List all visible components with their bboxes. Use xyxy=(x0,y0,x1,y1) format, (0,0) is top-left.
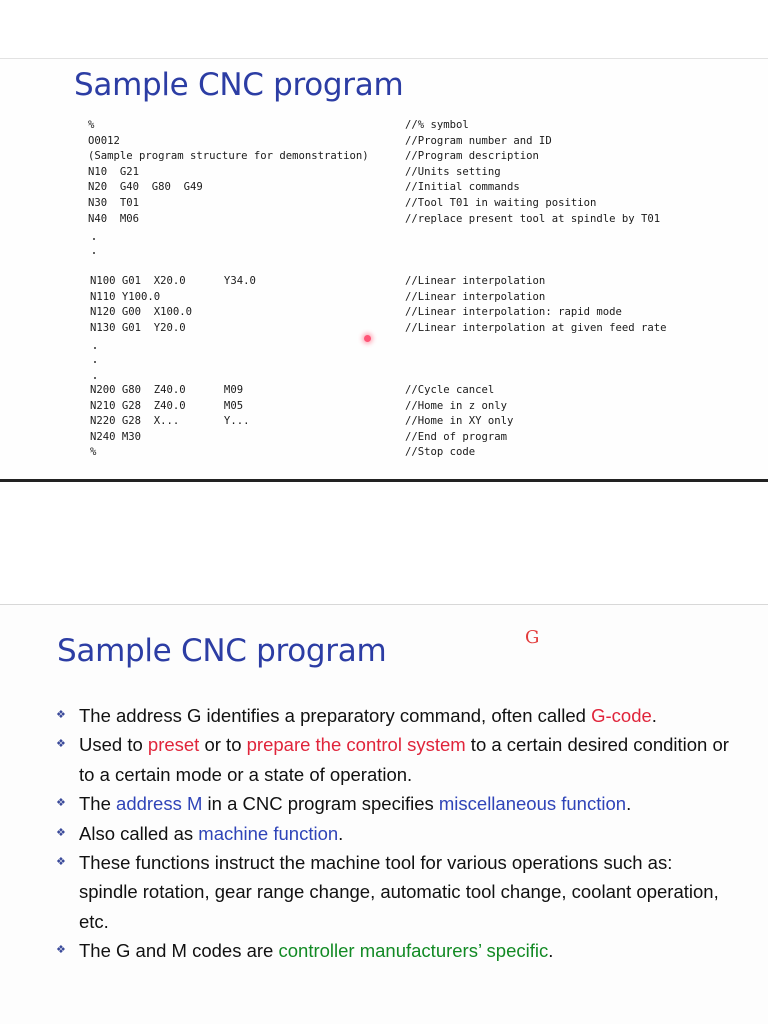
slide-1-title: Sample CNC program xyxy=(74,67,404,103)
bullet-text: Also called as xyxy=(79,822,199,844)
highlighted-term: controller manufacturers’ specific xyxy=(278,940,549,962)
code-comment: //Home in z only xyxy=(405,399,508,412)
highlighted-term: prepare the control system xyxy=(246,734,466,756)
code-line: N110 Y100.0 xyxy=(90,290,161,303)
bullet-item xyxy=(56,936,736,965)
code-line: % xyxy=(90,446,97,459)
laser-pointer-dot xyxy=(364,335,371,342)
bullet-diamond-icon: ❖ xyxy=(56,797,66,810)
bullet-text: . xyxy=(651,705,657,726)
code-comment: //Cycle cancel xyxy=(405,384,495,396)
ellipsis-dot xyxy=(93,252,95,254)
code-comment: //End of program xyxy=(405,430,508,443)
highlighted-term: address M xyxy=(116,793,203,815)
bullet-text: These functions instruct the machine tool for various operations such as: spindle rotation, gear range change, automatic tool change, coolant operation, etc. xyxy=(79,852,719,932)
code-comment: //% symbol xyxy=(405,119,469,131)
code-comment: //Tool T01 in waiting position xyxy=(405,197,597,209)
ellipsis-dot xyxy=(94,377,96,379)
bullet-text: Used to xyxy=(79,734,148,756)
bullet-diamond-icon: ❖ xyxy=(56,944,66,957)
code-line: N210 G28 Z40.0 M05 xyxy=(90,399,244,412)
bullet-text: The address G identifies a preparatory command, often called xyxy=(79,705,592,726)
code-comment: //Units setting xyxy=(405,165,501,178)
bullet-text: The xyxy=(79,793,117,815)
code-comment: //Program description xyxy=(405,150,539,163)
code-line: N120 G00 X100.0 xyxy=(90,306,193,319)
code-line: N200 G80 Z40.0 M09 xyxy=(90,384,244,396)
code-comment: //Initial commands xyxy=(405,181,520,194)
handwritten-annotation: G xyxy=(525,627,540,648)
bullet-text: to a certain desired condition or to a certain mode or a state of operation. xyxy=(79,734,729,785)
code-line: N10 G21 xyxy=(88,165,140,178)
highlighted-term: machine function xyxy=(198,822,339,844)
bullet-item xyxy=(56,701,736,730)
code-comment: //replace present tool at spindle by T01 xyxy=(405,212,661,225)
code-line: N100 G01 X20.0 Y34.0 xyxy=(90,275,256,287)
code-line: N40 M06 xyxy=(88,212,140,225)
code-comment: //Linear interpolation xyxy=(405,275,546,287)
bullet-diamond-icon: ❖ xyxy=(56,738,66,751)
code-line: N30 T01 xyxy=(88,197,140,209)
code-line: O0012 xyxy=(88,134,120,147)
highlighted-term: miscellaneous function xyxy=(438,793,627,815)
bullet-text: or to xyxy=(199,734,247,756)
slide-2 xyxy=(0,604,768,1024)
bullet-item xyxy=(56,789,736,818)
bullet-text: . xyxy=(338,822,344,844)
code-line: (Sample program structure for demonstration) xyxy=(88,150,369,163)
ellipsis-dot xyxy=(94,361,96,363)
ellipsis-dot xyxy=(94,347,96,349)
bullet-diamond-icon: ❖ xyxy=(56,856,66,869)
highlighted-term: preset xyxy=(147,734,200,756)
bullet-item xyxy=(56,848,736,936)
slide-1 xyxy=(0,58,768,482)
code-comment: //Program number and ID xyxy=(405,134,552,147)
bullet-diamond-icon: ❖ xyxy=(56,826,66,839)
bullet-text: . xyxy=(626,793,632,815)
code-line: N130 G01 Y20.0 xyxy=(90,321,186,334)
highlighted-term: G-code xyxy=(591,705,652,726)
bullet-text: in a CNC program specifies xyxy=(202,793,439,815)
code-comment: //Linear interpolation at given feed rate xyxy=(405,321,667,334)
bullet-item xyxy=(56,819,736,848)
bullet-text: The G and M codes are xyxy=(79,940,279,962)
slide-2-title: Sample CNC program xyxy=(57,633,387,669)
code-comment: //Home in XY only xyxy=(405,415,514,428)
code-line: % xyxy=(88,119,95,131)
bullet-diamond-icon: ❖ xyxy=(56,709,66,721)
ellipsis-dot xyxy=(93,238,95,240)
bullet-text: . xyxy=(548,940,554,962)
code-comment: //Stop code xyxy=(405,446,476,459)
code-comment: //Linear interpolation xyxy=(405,290,546,303)
code-comment: //Linear interpolation: rapid mode xyxy=(405,306,622,319)
code-line: N240 M30 xyxy=(90,430,142,443)
code-line: N220 G28 X... Y... xyxy=(90,415,250,428)
bullet-item xyxy=(56,730,736,789)
bullet-list xyxy=(56,701,736,966)
code-line: N20 G40 G80 G49 xyxy=(88,181,203,194)
